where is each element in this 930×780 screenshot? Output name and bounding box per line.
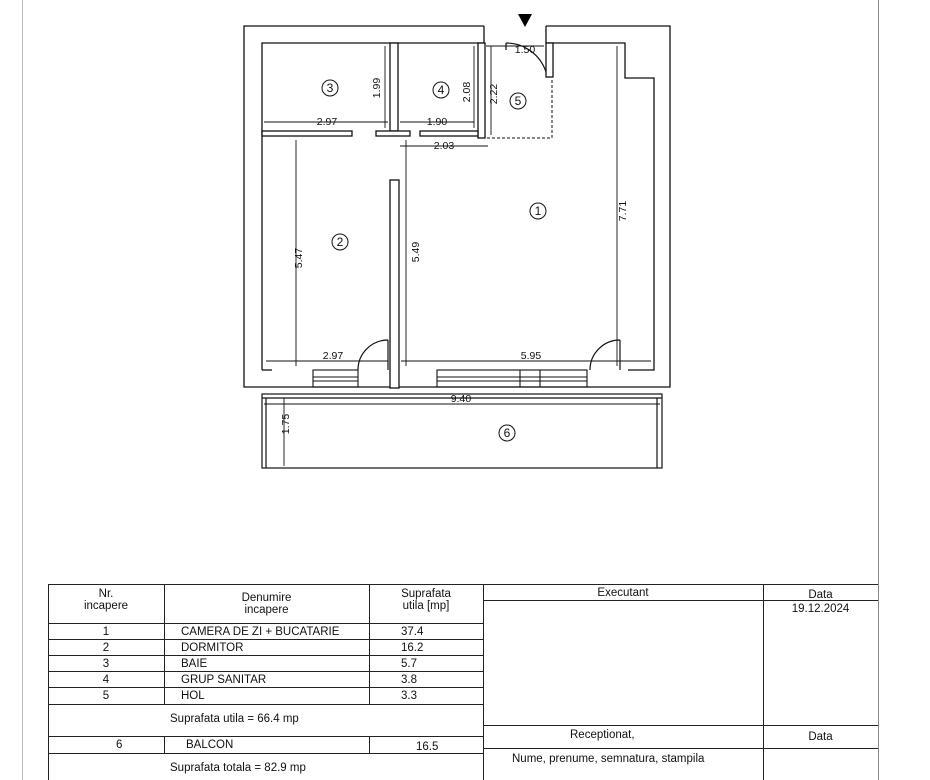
header-executant: Executant	[597, 587, 649, 599]
dim-label: 1.90	[426, 116, 448, 128]
dim-label: 1.50	[514, 44, 536, 56]
svg-text:1: 1	[534, 204, 542, 218]
row-name: CAMERA DE ZI + BUCATARIE	[181, 626, 340, 638]
header-denumire: Denumire incapere	[241, 592, 292, 616]
suprafata-utila: Suprafata utila = 66.4 mp	[170, 713, 299, 725]
row-name: BALCON	[186, 739, 234, 751]
dim-label: 2.97	[322, 350, 344, 362]
data2-label: Data	[808, 731, 833, 743]
dim-label: 2.03	[433, 140, 455, 152]
row-nr: 1	[102, 626, 110, 638]
dim-label: 7.71	[617, 200, 629, 222]
suprafata-totala: Suprafata totala = 82.9 mp	[170, 762, 306, 774]
row-area: 16.5	[416, 741, 439, 753]
receptionat-label: Receptionat,	[570, 729, 635, 741]
header-nr: Nr. incapere	[83, 588, 129, 612]
dim-label: 5.47	[293, 247, 305, 269]
row-nr: 3	[102, 658, 110, 670]
row-name: BAIE	[181, 658, 208, 670]
row-nr: 6	[116, 739, 123, 751]
dim-label: 9.40	[450, 393, 472, 405]
svg-text:2: 2	[336, 235, 344, 249]
svg-text:3: 3	[326, 81, 334, 95]
svg-text:6: 6	[503, 426, 511, 440]
dim-label: 5.49	[410, 241, 422, 263]
row-area: 16.2	[401, 642, 424, 654]
dim-label: 2.97	[316, 116, 338, 128]
header-data: Data	[808, 589, 833, 601]
dim-label: 1.75	[280, 413, 292, 435]
row-nr: 2	[102, 642, 110, 654]
svg-text:4: 4	[437, 83, 445, 97]
svg-text:5: 5	[514, 94, 522, 108]
row-area: 5.7	[401, 658, 417, 670]
row-nr: 5	[102, 690, 110, 702]
row-name: GRUP SANITAR	[181, 674, 267, 686]
row-name: HOL	[181, 690, 205, 702]
row-name: DORMITOR	[181, 642, 244, 654]
date-value: 19.12.2024	[791, 603, 850, 615]
dim-label: 2.08	[461, 81, 473, 103]
nume-label: Nume, prenume, semnatura, stampila	[512, 753, 705, 765]
dim-label: 2.22	[488, 83, 500, 105]
row-nr: 4	[102, 674, 110, 686]
dim-label: 1.99	[371, 77, 383, 99]
dim-label: 5.95	[520, 350, 542, 362]
row-area: 3.3	[401, 690, 417, 702]
header-suprafata: Suprafata utila [mp]	[401, 588, 451, 612]
row-area: 37.4	[401, 626, 424, 638]
row-area: 3.8	[401, 674, 417, 686]
